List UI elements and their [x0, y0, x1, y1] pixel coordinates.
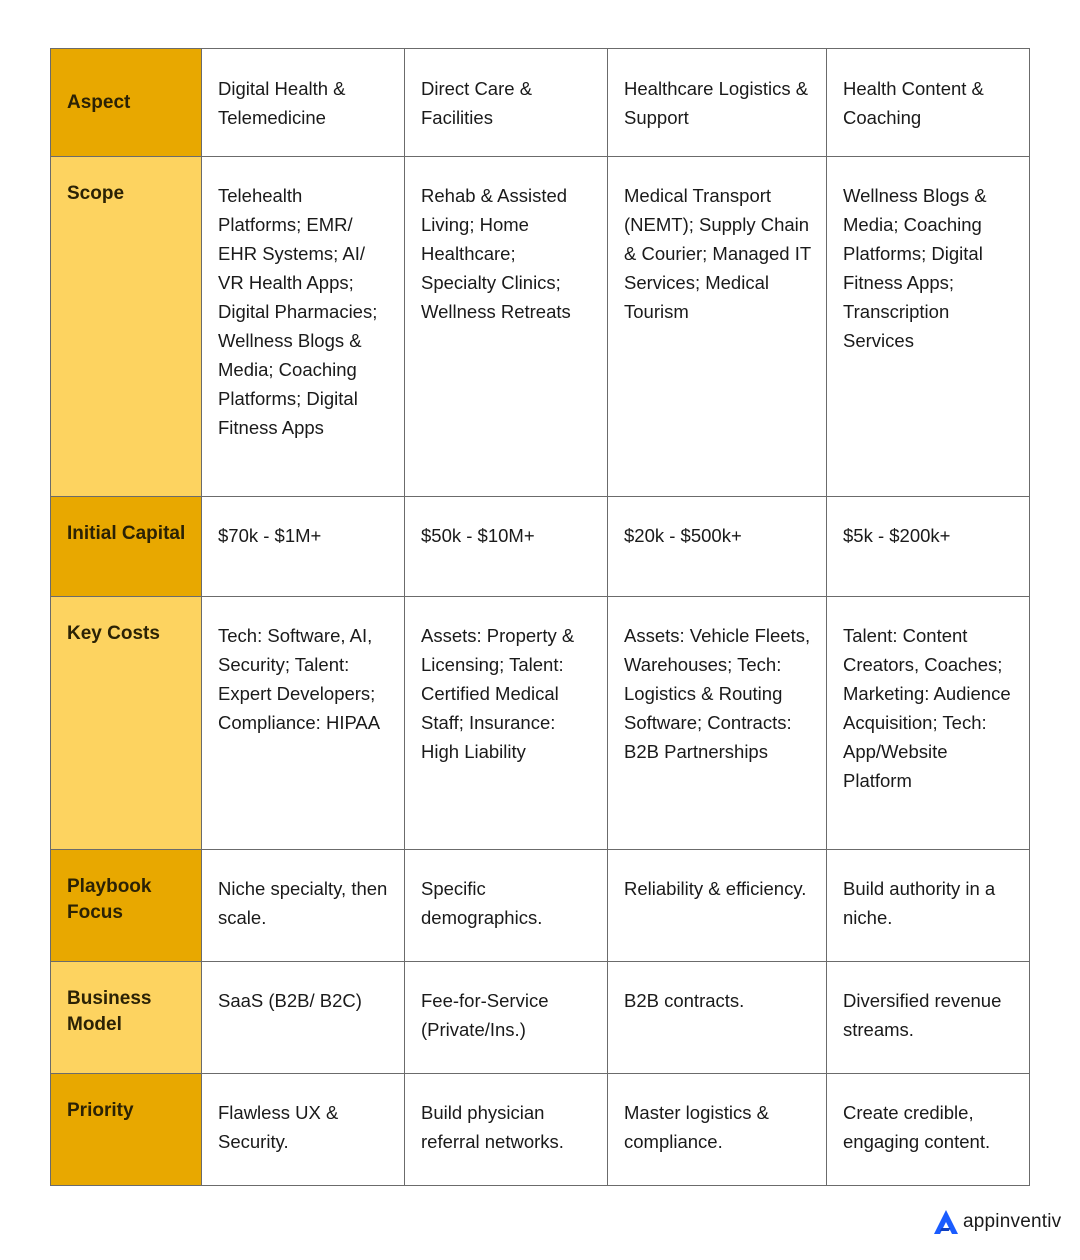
brand-name: appinventiv	[963, 1211, 1062, 1232]
row-label-key-costs: Key Costs	[51, 597, 202, 850]
priority-row	[51, 1074, 1030, 1186]
row-label-playbook-focus: Playbook Focus	[51, 850, 202, 962]
table-cell: $5k - $200k+	[827, 497, 1030, 597]
business-model-row	[51, 962, 1030, 1074]
table-cell: Telehealth Platforms; EMR/ EHR Systems; AI/ VR Health Apps; Digital Pharmacies; Wellness Blogs & Media; Coaching Platforms; Digital Fitness Apps	[202, 157, 405, 497]
table-cell: $20k - $500k+	[608, 497, 827, 597]
column-header-logistics: Healthcare Logistics & Support	[608, 49, 827, 157]
table-cell: Talent: Content Creators, Coaches; Marketing: Audience Acquisition; Tech: App/Website Platform	[827, 597, 1030, 850]
table-cell: Medical Transport (NEMT); Supply Chain & Courier; Managed IT Services; Medical Tourism	[608, 157, 827, 497]
table-cell: SaaS (B2B/ B2C)	[202, 962, 405, 1074]
column-header-content-coaching: Health Content & Coaching	[827, 49, 1030, 157]
table-cell: Create credible, engaging content.	[827, 1074, 1030, 1186]
table-cell: Wellness Blogs & Media; Coaching Platforms; Digital Fitness Apps; Transcription Services	[827, 157, 1030, 497]
table-cell: Tech: Software, AI, Security; Talent: Expert Developers; Compliance: HIPAA	[202, 597, 405, 850]
table-cell: Build authority in a niche.	[827, 850, 1030, 962]
table-cell: Specific demographics.	[405, 850, 608, 962]
table-cell: Master logistics & compliance.	[608, 1074, 827, 1186]
row-label-scope: Scope	[51, 157, 202, 497]
brand-logo	[932, 1207, 1061, 1237]
key-costs-row	[51, 597, 1030, 850]
table-cell: Niche specialty, then scale.	[202, 850, 405, 962]
header-row	[51, 49, 1030, 157]
row-label-priority: Priority	[51, 1074, 202, 1186]
table-cell: Diversified revenue streams.	[827, 962, 1030, 1074]
table-cell: Assets: Property & Licensing; Talent: Certified Medical Staff; Insurance: High Liability	[405, 597, 608, 850]
table-cell: B2B contracts.	[608, 962, 827, 1074]
table-cell: Fee-for-Service (Private/Ins.)	[405, 962, 608, 1074]
appinventiv-logo-icon	[932, 1208, 960, 1236]
table-cell: Reliability & efficiency.	[608, 850, 827, 962]
playbook-focus-row	[51, 850, 1030, 962]
scope-row	[51, 157, 1030, 497]
row-label-business-model: Business Model	[51, 962, 202, 1074]
table-cell: Rehab & Assisted Living; Home Healthcare; Specialty Clinics; Wellness Retreats	[405, 157, 608, 497]
initial-capital-row	[51, 497, 1030, 597]
table-cell: Assets: Vehicle Fleets, Warehouses; Tech: Logistics & Routing Software; Contracts: B2B Partnerships	[608, 597, 827, 850]
table-cell: $70k - $1M+	[202, 497, 405, 597]
table-cell: Build physician referral networks.	[405, 1074, 608, 1186]
table-cell: Flawless UX & Security.	[202, 1074, 405, 1186]
column-header-digital-health: Digital Health & Telemedicine	[202, 49, 405, 157]
table-cell: $50k - $10M+	[405, 497, 608, 597]
column-header-direct-care: Direct Care & Facilities	[405, 49, 608, 157]
row-label-initial-capital: Initial Capital	[51, 497, 202, 597]
comparison-table	[50, 48, 1030, 1186]
aspect-header: Aspect	[51, 49, 202, 157]
